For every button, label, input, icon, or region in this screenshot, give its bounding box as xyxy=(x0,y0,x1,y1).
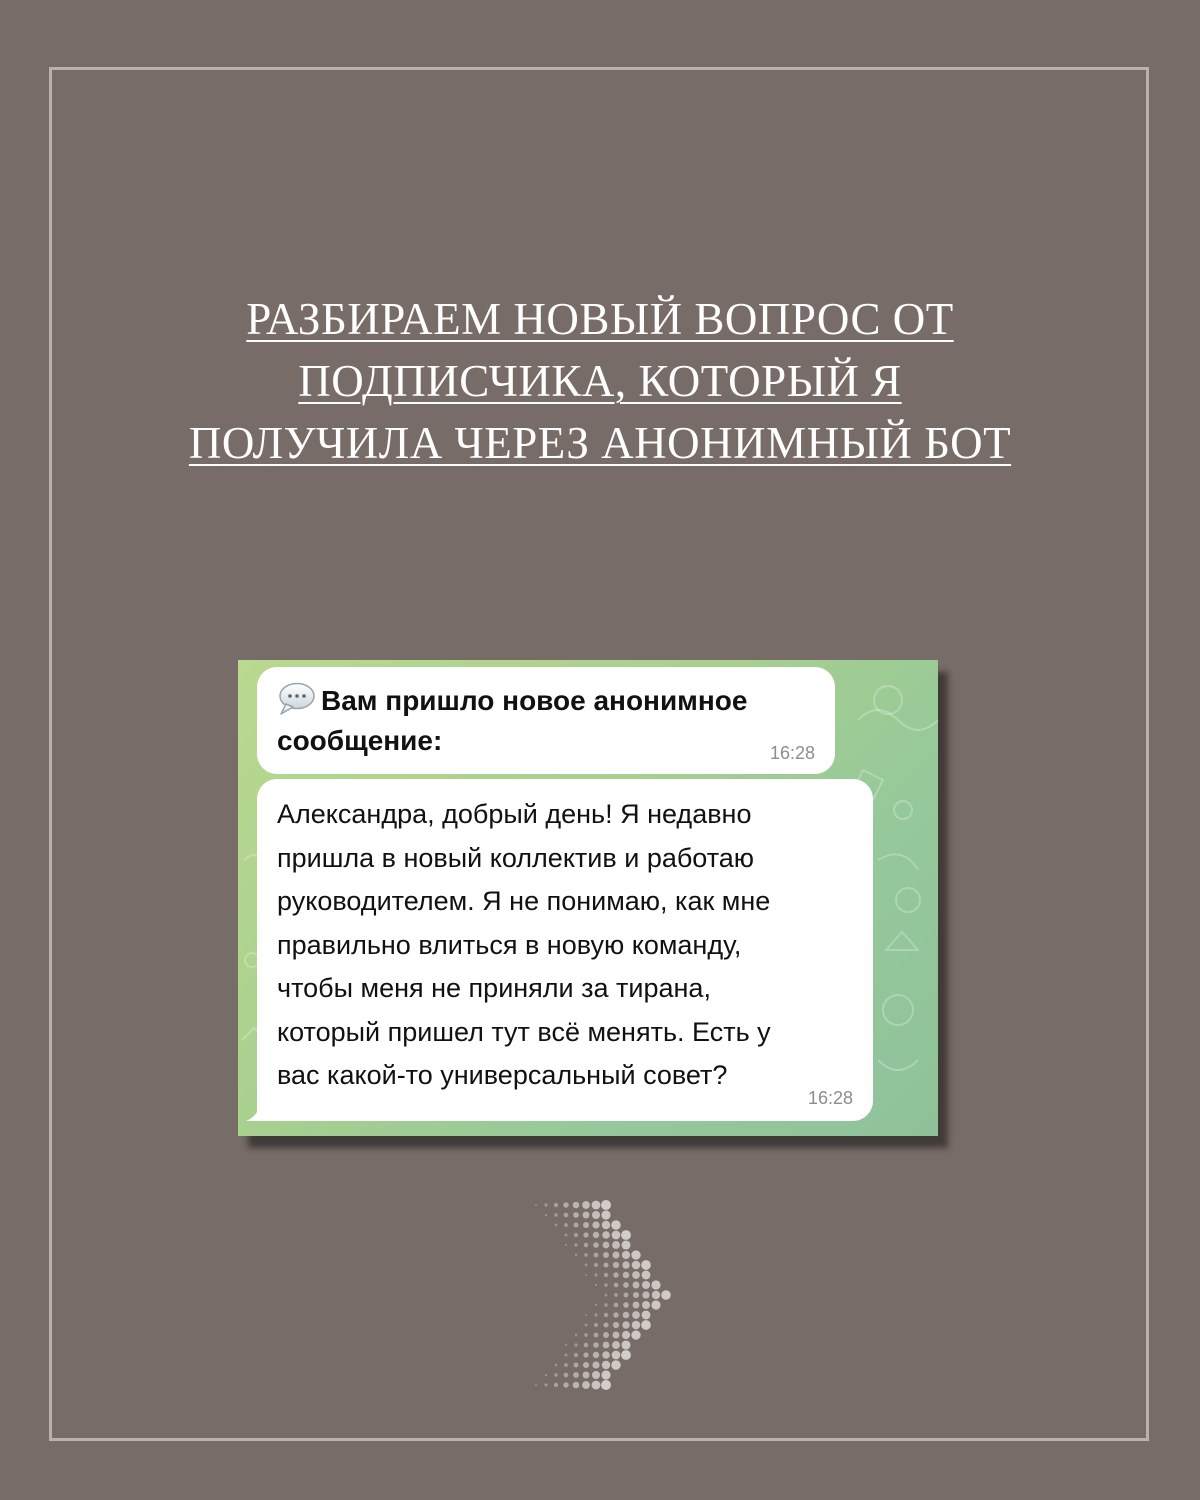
title-line-2: ПОДПИСЧИКА, КОТОРЫЙ Я xyxy=(298,356,902,406)
message-bubble xyxy=(257,779,873,1121)
title-line-1: РАЗБИРАЕМ НОВЫЙ ВОПРОС ОТ xyxy=(246,294,954,344)
next-arrow-icon[interactable] xyxy=(520,1200,690,1390)
message-timestamp: 16:28 xyxy=(807,1088,853,1108)
notice-text: Вам пришло новое анонимное сообщение: xyxy=(277,685,748,756)
message-text: Александра, добрый день! Я недавно пришла в новый коллектив и работаю руководителем. Я не понимаю, как мне правильно влиться в новую команду, чтобы меня не приняли за тирана, который пришел тут всё менять. Есть у вас какой-то универсальный совет? xyxy=(277,799,771,1090)
notice-timestamp: 16:28 xyxy=(769,743,815,763)
title-line-3: ПОЛУЧИЛА ЧЕРЕЗ АНОНИМНЫЙ БОТ xyxy=(188,418,1012,468)
page-title xyxy=(100,288,1100,474)
speech-bubble-icon xyxy=(277,682,315,716)
notice-text-wrap xyxy=(277,681,817,761)
chat-screenshot xyxy=(238,660,938,1136)
bubble-tail xyxy=(246,1104,268,1121)
notice-bubble xyxy=(257,667,835,774)
